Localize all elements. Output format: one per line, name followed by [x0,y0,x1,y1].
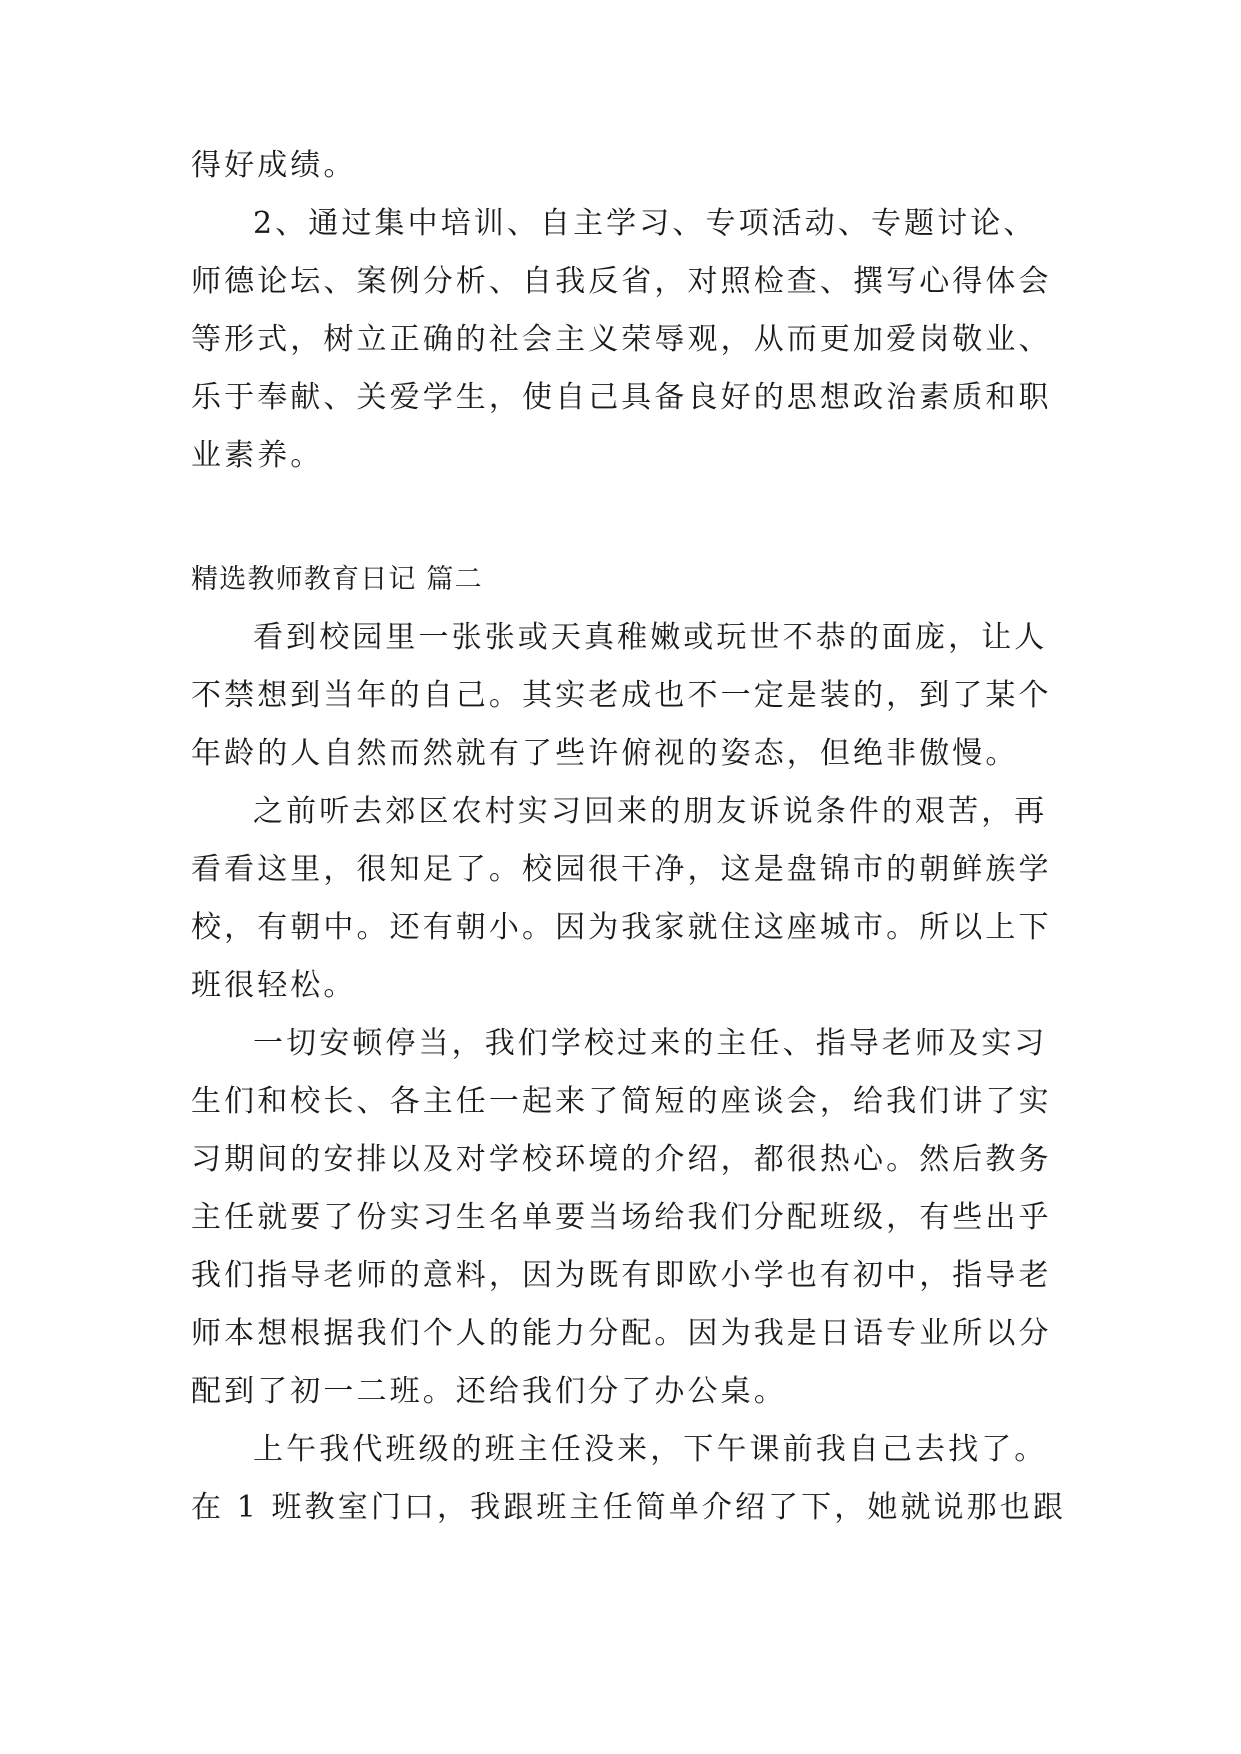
text-line: 乐于奉献、关爱学生，使自己具备良好的思想政治素质和职 [191,380,1052,415]
text-line: 看到校园里一张张或天真稚嫩或玩世不恭的面庞，让人 [253,620,1048,655]
text-line: 班很轻松。 [191,968,357,1003]
text-line: 生们和校长、各主任一起来了简短的座谈会，给我们讲了实 [191,1084,1052,1119]
text-line: 师德论坛、案例分析、自我反省，对照检查、撰写心得体会 [191,264,1052,299]
text-line: 看看这里，很知足了。校园很干净，这是盘锦市的朝鲜族学 [191,852,1052,887]
text-line: 师本想根据我们个人的能力分配。因为我是日语专业所以分 [191,1316,1052,1351]
text-line: 配到了初一二班。还给我们分了办公桌。 [191,1374,787,1409]
text-line: 一切安顿停当，我们学校过来的主任、指导老师及实习 [253,1026,1048,1061]
text-line: 等形式，树立正确的社会主义荣辱观，从而更加爱岗敬业、 [191,322,1052,357]
text-line: 业素养。 [191,438,324,473]
text-line: 年龄的人自然而然就有了些许俯视的姿态，但绝非傲慢。 [191,736,1019,771]
text-line: 主任就要了份实习生名单要当场给我们分配班级，有些出乎 [191,1200,1052,1235]
text-line: 上午我代班级的班主任没来，下午课前我自己去找了。 [253,1432,1048,1467]
text-line: 习期间的安排以及对学校环境的介绍，都很热心。然后教务 [191,1142,1052,1177]
text-line: 在 1 班教室门口，我跟班主任简单介绍了下，她就说那也跟 [191,1490,1066,1525]
text-line: 之前听去郊区农村实习回来的朋友诉说条件的艰苦，再 [253,794,1048,829]
section-heading: 精选教师教育日记 篇二 [191,564,483,595]
text-line: 校，有朝中。还有朝小。因为我家就住这座城市。所以上下 [191,910,1052,945]
text-line: 我们指导老师的意料，因为既有即欧小学也有初中，指导老 [191,1258,1052,1293]
text-line: 不禁想到当年的自己。其实老成也不一定是装的，到了某个 [191,678,1052,713]
text-line: 2、通过集中培训、自主学习、专项活动、专题讨论、 [253,206,1037,241]
text-line: 得好成绩。 [191,148,357,183]
